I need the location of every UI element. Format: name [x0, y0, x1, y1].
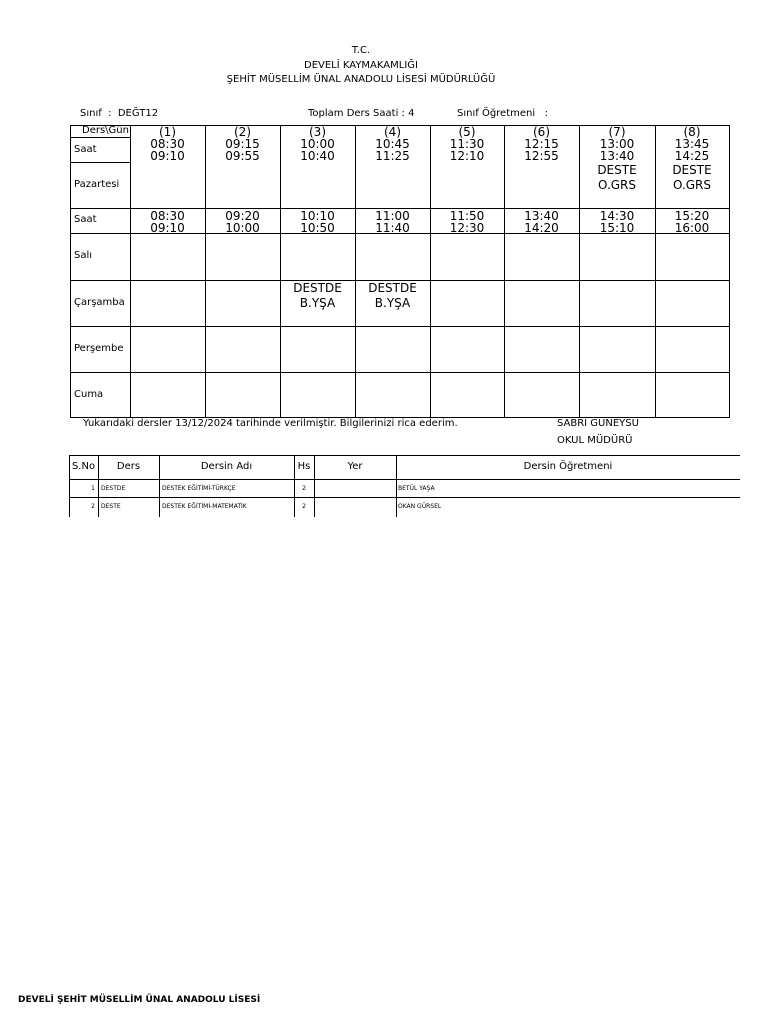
lesson-course-code: DESTE [672, 163, 712, 177]
principal-title: OKUL MÜDÜRÜ [557, 435, 633, 446]
lesson-course-code: DESTDE [368, 281, 417, 295]
row-label-saat: Saat [74, 144, 97, 155]
period-start-time: 13:00 [599, 137, 635, 151]
header-school: ŞEHİT MÜSELLİM ÜNAL ANADOLU LİSESİ MÜDÜRLÜĞÜ [226, 74, 496, 85]
principal-name: SABRİ GÜNEYSU [557, 418, 639, 429]
period-number: (5) [458, 125, 476, 139]
period-start-time: 10:00 [300, 137, 335, 151]
row-label-cuma: Cuma [74, 389, 104, 400]
row-label-saat: Saat [74, 214, 97, 225]
period-end-time: 10:40 [300, 149, 335, 163]
row-label-persembe: Perşembe [74, 343, 124, 354]
period-number: (6) [533, 125, 550, 139]
period-start-time: 08:30 [150, 209, 185, 223]
row-label-carsamba: Çarşamba [74, 297, 125, 308]
period-end-time: 13:40 [599, 149, 635, 163]
col-header-name: Dersin Adı [200, 461, 253, 472]
period-start-time: 13:45 [674, 137, 710, 151]
lesson-teacher-code: B.YŞA [299, 296, 336, 310]
header-district: DEVELİ KAYMAKAMLIĞI [304, 60, 418, 71]
period-end-time: 09:55 [225, 149, 260, 163]
col-header-teacher: Dersin Öğretmeni [523, 461, 613, 472]
course-row-teacher: OKAN GÜRSEL [398, 503, 442, 510]
header-tc: T.C. [351, 45, 371, 56]
period-number: (1) [159, 125, 176, 139]
period-start-time: 10:10 [300, 209, 335, 223]
course-row-no: 2 [91, 503, 95, 510]
col-header-hours: Hs [297, 461, 311, 472]
period-end-time: 15:10 [599, 221, 635, 235]
course-list-table [69, 455, 740, 517]
corner-label: Ders\Gün [82, 125, 129, 136]
info-note: Yukarıdaki dersler 13/12/2024 tarihinde verilmiştir. Bilgilerinizi rica ederim. [83, 418, 458, 429]
period-start-time: 11:50 [449, 209, 485, 223]
period-start-time: 14:30 [599, 209, 635, 223]
lesson-teacher-code: O.GRS [672, 178, 712, 192]
course-row-no: 1 [91, 485, 95, 492]
period-end-time: 12:55 [524, 149, 559, 163]
row-label-sali: Salı [74, 250, 93, 261]
period-start-time: 09:15 [225, 137, 260, 151]
lesson-teacher-code: O.GRS [597, 178, 637, 192]
col-header-room: Yer [347, 461, 363, 472]
class-label: Sınıf : DEĞT12 [80, 108, 159, 119]
col-header-no: S.No [71, 461, 96, 472]
period-end-time: 10:00 [225, 221, 260, 235]
period-end-time: 09:10 [150, 149, 185, 163]
period-end-time: 10:50 [300, 221, 335, 235]
schedule-table [70, 125, 730, 418]
course-row-code: DESTE [101, 503, 121, 510]
course-row-teacher: BETÜL YAŞA [398, 485, 435, 492]
period-end-time: 09:10 [150, 221, 185, 235]
lesson-course-code: DESTE [597, 163, 637, 177]
period-number: (7) [608, 125, 626, 139]
period-end-time: 11:25 [375, 149, 410, 163]
class-teacher-label: Sınıf Öğretmeni : [457, 108, 549, 119]
total-hours-label: Toplam Ders Saati : 4 [308, 108, 415, 119]
period-start-time: 15:20 [674, 209, 710, 223]
period-number: (3) [309, 125, 326, 139]
course-row-hours: 2 [302, 503, 306, 510]
period-start-time: 11:00 [375, 209, 410, 223]
period-start-time: 08:30 [150, 137, 185, 151]
course-row-code: DESTDE [101, 485, 126, 492]
period-number: (4) [384, 125, 401, 139]
period-end-time: 11:40 [375, 221, 410, 235]
period-end-time: 14:20 [524, 221, 559, 235]
period-end-time: 14:25 [674, 149, 710, 163]
period-number: (8) [683, 125, 701, 139]
period-start-time: 12:15 [524, 137, 559, 151]
lesson-course-code: DESTDE [293, 281, 342, 295]
footer-school-name: DEVELİ ŞEHİT MÜSELLİM ÜNAL ANADOLU LİSESİ [18, 995, 261, 1005]
course-row-name: DESTEK EĞİTİMİ-TÜRKÇE [162, 485, 236, 492]
period-number: (2) [234, 125, 251, 139]
period-start-time: 09:20 [225, 209, 260, 223]
course-row-name: DESTEK EĞİTİMİ-MATEMATİK [162, 503, 247, 510]
row-label-pazartesi: Pazartesi [74, 179, 120, 190]
col-header-code: Ders [116, 461, 141, 472]
period-end-time: 12:10 [449, 149, 485, 163]
course-row-hours: 2 [302, 485, 306, 492]
lesson-teacher-code: B.YŞA [374, 296, 411, 310]
period-start-time: 13:40 [524, 209, 559, 223]
period-end-time: 16:00 [674, 221, 710, 235]
period-start-time: 10:45 [375, 137, 410, 151]
period-start-time: 11:30 [449, 137, 485, 151]
period-end-time: 12:30 [449, 221, 485, 235]
